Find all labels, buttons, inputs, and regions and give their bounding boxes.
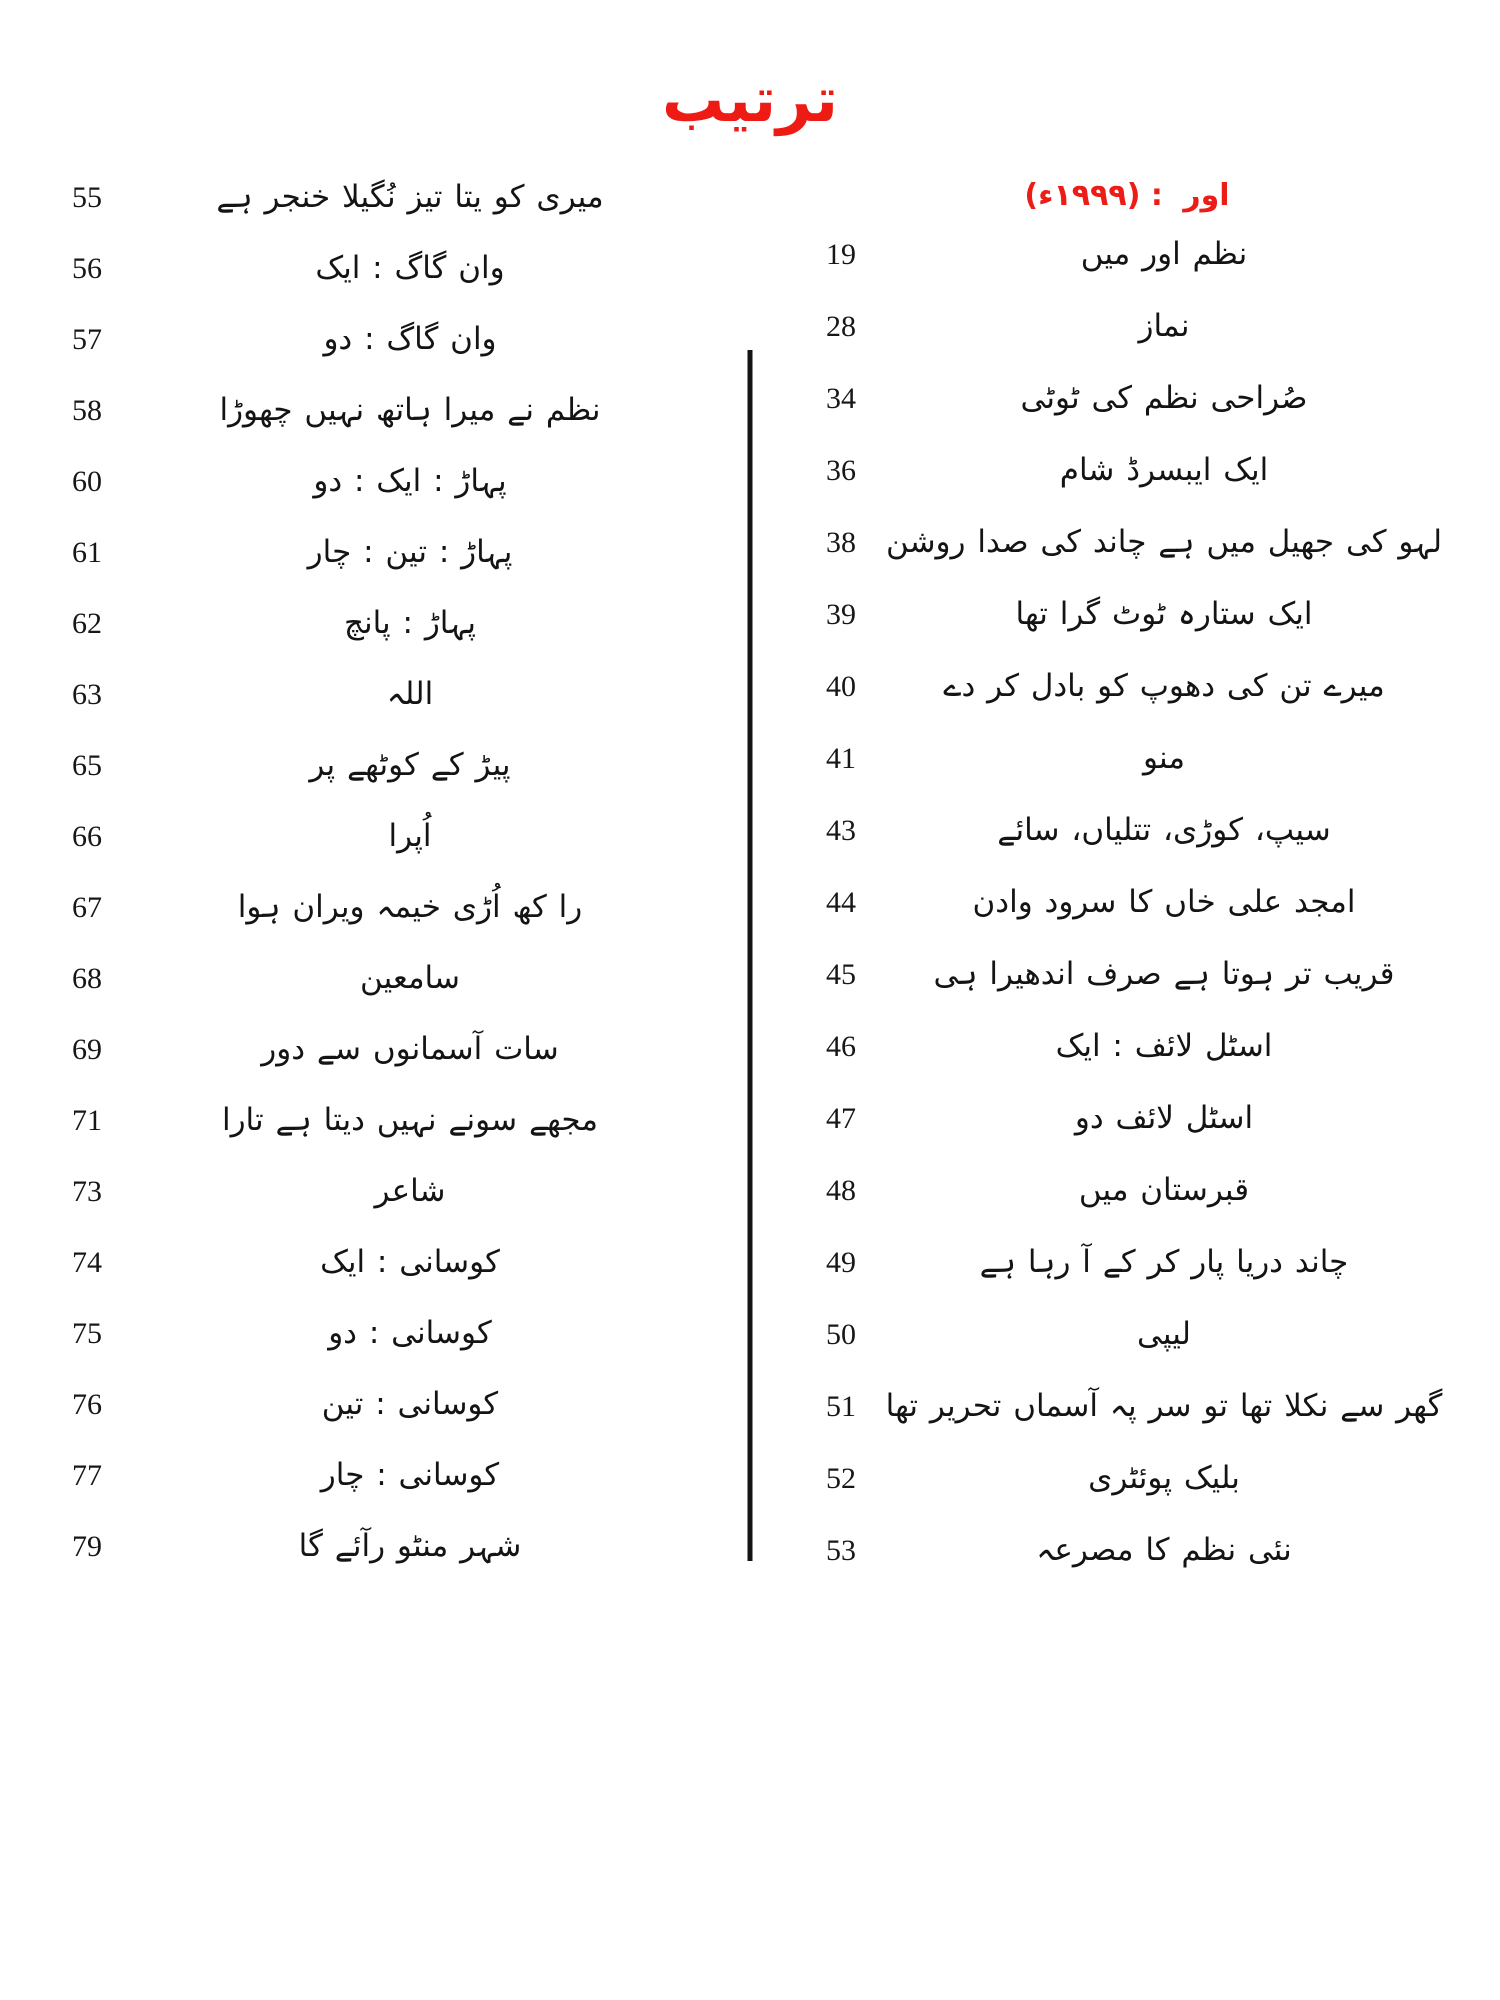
toc-entry-title: لیپی [1137, 1316, 1191, 1353]
toc-entry-page: 46 [826, 1030, 856, 1064]
table-row[interactable] [50, 1310, 696, 1373]
table-row[interactable] [804, 231, 1450, 295]
toc-entry-title: صُراحی نظم کی ٹوٹی [1020, 380, 1308, 417]
table-row[interactable] [50, 1026, 696, 1089]
toc-entry-title: نماز [1138, 308, 1190, 345]
toc-entry-page: 61 [72, 536, 102, 570]
toc-entry-page: 55 [72, 181, 102, 215]
table-row[interactable] [804, 1455, 1450, 1519]
toc-entry-title: مجھے سونے نہیں دیتا ہے تارا [221, 1102, 599, 1139]
toc-columns [40, 168, 1460, 1599]
table-row[interactable] [50, 529, 696, 592]
toc-entry-page: 49 [826, 1246, 856, 1280]
toc-entry-title: اسٹل لائف دو [1074, 1100, 1254, 1137]
table-row[interactable] [804, 1095, 1450, 1159]
toc-entry-page: 65 [72, 749, 102, 783]
toc-entry-title: کوسانی : دو [328, 1315, 492, 1352]
toc-entry-page: 44 [826, 886, 856, 920]
toc-entry-title: وان گاگ : دو [323, 321, 497, 358]
table-row[interactable] [804, 1383, 1450, 1447]
table-row[interactable] [50, 1239, 696, 1302]
toc-entry-page: 77 [72, 1459, 102, 1493]
toc-entry-page: 76 [72, 1388, 102, 1422]
toc-entry-page: 69 [72, 1033, 102, 1067]
toc-entry-title: لہو کی جھیل میں ہے چاند کی صدا روشن [885, 524, 1443, 561]
table-row[interactable] [50, 742, 696, 805]
toc-entry-page: 51 [826, 1390, 856, 1424]
toc-entry-page: 62 [72, 607, 102, 641]
table-row[interactable] [804, 1023, 1450, 1087]
toc-entry-page: 38 [826, 526, 856, 560]
table-row[interactable] [50, 458, 696, 521]
table-row[interactable] [50, 884, 696, 947]
toc-entry-title: گھر سے نکلا تھا تو سر پہ آسماں تحریر تھا [885, 1388, 1443, 1425]
table-row[interactable] [804, 447, 1450, 511]
table-row[interactable] [804, 519, 1450, 583]
toc-entry-page: 41 [826, 742, 856, 776]
toc-entry-page: 52 [826, 1462, 856, 1496]
table-row[interactable] [50, 174, 696, 237]
toc-entry-title: نظم اور میں [1080, 236, 1248, 273]
toc-entry-page: 53 [826, 1534, 856, 1568]
toc-entry-title: پہاڑ : پانچ [343, 605, 477, 642]
toc-entry-title: میری کو یتا تیز نُگیلا خنجر ہے [216, 179, 604, 216]
toc-entry-title: پہاڑ : ایک : دو [313, 463, 507, 500]
toc-entry-title: شاعر [374, 1173, 446, 1210]
toc-entry-page: 67 [72, 891, 102, 925]
table-row[interactable] [804, 303, 1450, 367]
toc-entry-page: 34 [826, 382, 856, 416]
toc-entry-title: چاند دریا پار کر کے آ رہا ہے [979, 1244, 1349, 1281]
toc-entry-page: 63 [72, 678, 102, 712]
toc-entry-page: 58 [72, 394, 102, 428]
toc-entry-page: 71 [72, 1104, 102, 1138]
toc-entry-title: قریب تر ہوتا ہے صرف اندھیرا ہی [933, 956, 1395, 993]
table-row[interactable] [50, 955, 696, 1018]
table-row[interactable] [804, 1527, 1450, 1591]
table-row[interactable] [50, 671, 696, 734]
table-row[interactable] [804, 735, 1450, 799]
toc-entry-page: 56 [72, 252, 102, 286]
toc-entry-title: وان گاگ : ایک [315, 250, 505, 287]
toc-entry-title: نئی نظم کا مصرعہ [1036, 1532, 1292, 1569]
toc-entry-page: 60 [72, 465, 102, 499]
table-row[interactable] [50, 1381, 696, 1444]
column-divider [748, 350, 753, 1561]
table-row[interactable] [50, 813, 696, 876]
table-row[interactable] [804, 1311, 1450, 1375]
toc-entry-page: 40 [826, 670, 856, 704]
toc-entry-title: سات آسمانوں سے دور [261, 1031, 559, 1068]
toc-entry-page: 79 [72, 1530, 102, 1564]
toc-entry-page: 19 [826, 238, 856, 272]
table-row[interactable] [804, 1167, 1450, 1231]
toc-entry-title: ایک ایبسرڈ شام [1059, 452, 1269, 489]
table-row[interactable] [804, 375, 1450, 439]
table-row[interactable] [804, 951, 1450, 1015]
toc-entry-title: پہاڑ : تین : چار [307, 534, 513, 571]
table-row[interactable] [50, 1097, 696, 1160]
toc-entry-page: 39 [826, 598, 856, 632]
section-heading-years: (۱۹۹۹ء) [1024, 178, 1141, 214]
table-row[interactable] [804, 663, 1450, 727]
toc-entry-title: اُپرا [388, 818, 432, 855]
toc-entry-title: پیڑ کے کوٹھے پر [309, 747, 511, 784]
toc-entry-title: سیپ، کوڑی، تتلیاں، سائے [997, 812, 1331, 849]
toc-entry-page: 74 [72, 1246, 102, 1280]
toc-entry-page: 66 [72, 820, 102, 854]
table-row[interactable] [50, 245, 696, 308]
toc-column-right [778, 174, 1460, 1599]
toc-entry-title: کوسانی : ایک [320, 1244, 500, 1281]
toc-entry-title: امجد علی خاں کا سرود وادن [972, 884, 1356, 921]
toc-entry-title: اسٹل لائف : ایک [1055, 1028, 1273, 1065]
toc-entry-page: 28 [826, 310, 856, 344]
table-row[interactable] [804, 591, 1450, 655]
toc-entry-page: 36 [826, 454, 856, 488]
toc-entry-page: 47 [826, 1102, 856, 1136]
table-row[interactable] [50, 387, 696, 450]
toc-entry-title: نظم نے میرا ہاتھ نہیں چھوڑا [219, 392, 601, 429]
toc-entry-page: 45 [826, 958, 856, 992]
toc-entry-page: 57 [72, 323, 102, 357]
toc-column-left [40, 174, 722, 1594]
toc-entry-title: اللہ [386, 676, 434, 713]
page-title: ترتیب [661, 63, 839, 136]
toc-entry-title: ایک ستارہ ٹوٹ گرا تھا [1015, 596, 1313, 633]
table-row[interactable] [804, 1239, 1450, 1303]
section-heading-label: اور [1183, 178, 1230, 214]
toc-entry-title: میرے تن کی دھوپ کو بادل کر دے [943, 668, 1385, 705]
table-row[interactable] [804, 879, 1450, 943]
toc-entry-title: قبرستان میں [1078, 1172, 1250, 1209]
table-row[interactable] [50, 600, 696, 663]
table-row[interactable] [804, 807, 1450, 871]
toc-entry-title: سامعین [360, 960, 460, 997]
toc-entry-title: شہر منٹو رآئے گا [298, 1528, 522, 1565]
toc-entry-page: 48 [826, 1174, 856, 1208]
toc-entry-title: را کھ اُڑی خیمہ ویران ہوا [237, 889, 583, 926]
toc-entry-title: کوسانی : چار [320, 1457, 500, 1494]
table-row[interactable] [50, 1523, 696, 1586]
toc-entry-title: کوسانی : تین [321, 1386, 499, 1423]
section-heading [804, 178, 1450, 213]
table-row[interactable] [50, 1168, 696, 1231]
toc-entry-page: 43 [826, 814, 856, 848]
section-heading-separator: : [1150, 178, 1163, 214]
toc-entry-page: 68 [72, 962, 102, 996]
toc-entry-title: بلیک پوئٹری [1088, 1460, 1240, 1497]
toc-entry-page: 50 [826, 1318, 856, 1352]
toc-entry-title: منو [1143, 740, 1185, 777]
table-row[interactable] [50, 316, 696, 379]
toc-entry-page: 73 [72, 1175, 102, 1209]
table-row[interactable] [50, 1452, 696, 1515]
toc-entry-page: 75 [72, 1317, 102, 1351]
